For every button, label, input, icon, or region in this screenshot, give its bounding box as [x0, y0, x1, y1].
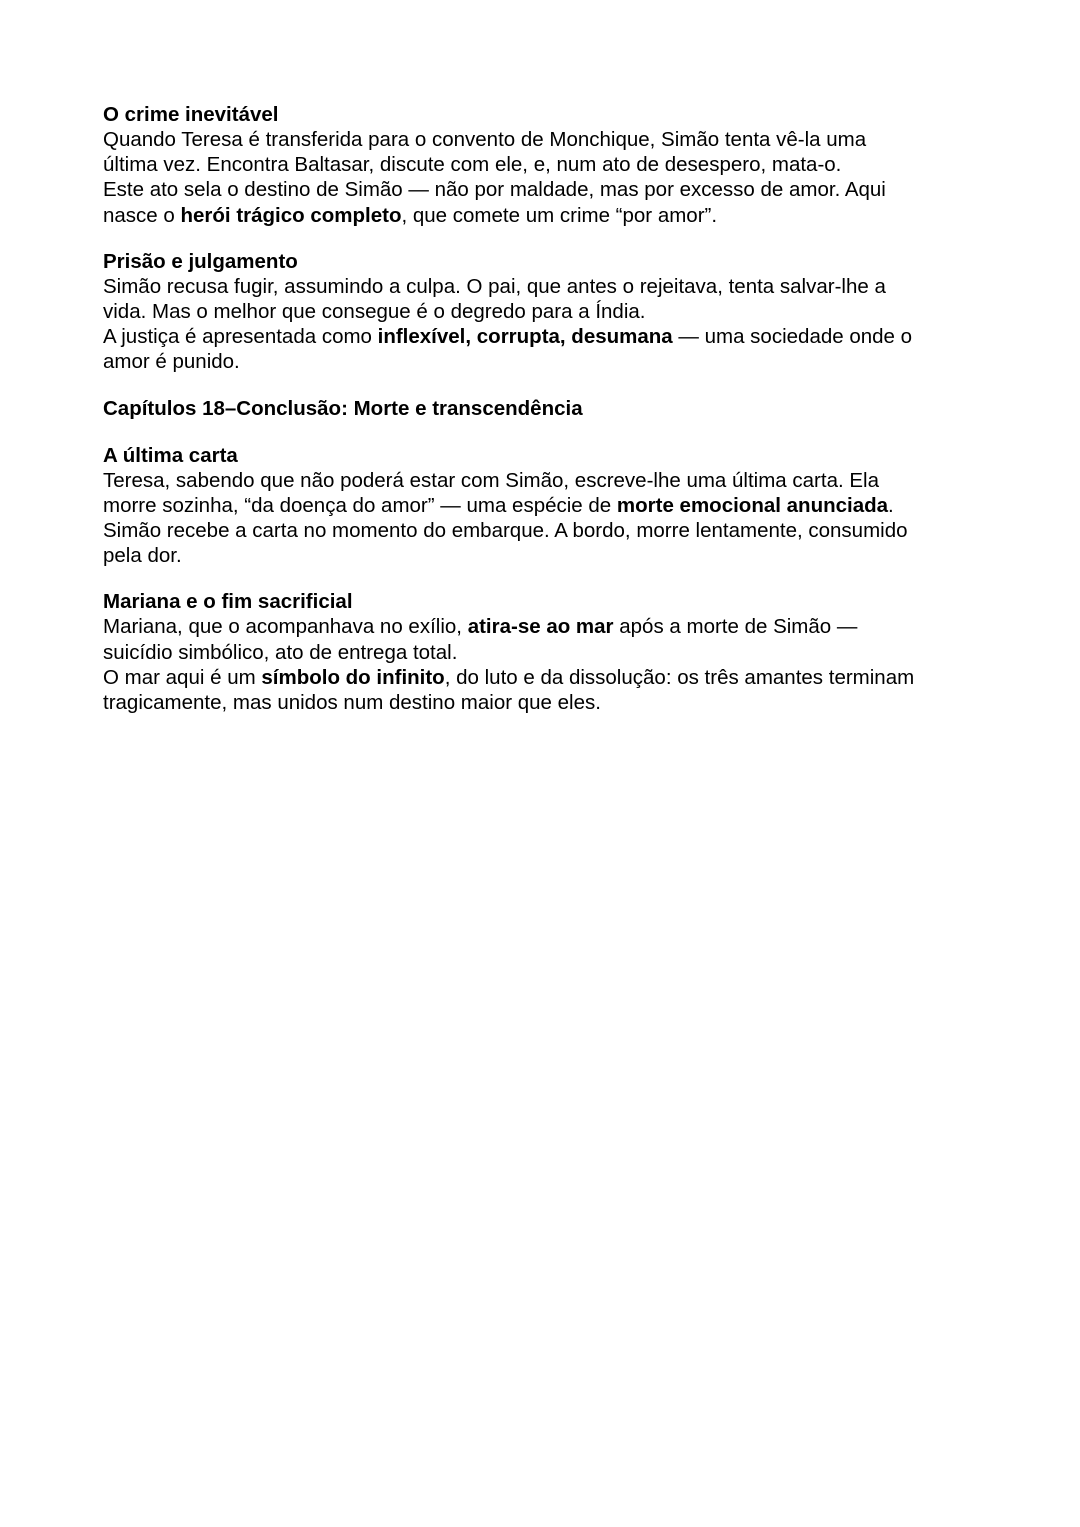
text-run: Simão recebe a carta no momento do embarque. A bordo, morre lentamente, consumido — [103, 519, 908, 543]
text-run: , que comete um crime “por amor”. — [401, 203, 718, 227]
text-line — [103, 127, 983, 152]
text-line — [103, 665, 983, 690]
section-paragraph — [103, 468, 983, 569]
text-run: A justiça é apresentada como — [103, 325, 378, 349]
text-line — [103, 324, 983, 349]
text-run: Simão recusa fugir, assumindo a culpa. O pai, que antes o rejeitava, tenta salvar-lhe a — [103, 274, 886, 298]
text-run: Quando Teresa é transferida para o convento de Monchique, Simão tenta vê-la uma — [103, 128, 867, 151]
bold-text-run: inflexível, corrupta, desumana — [377, 325, 673, 349]
text-line — [103, 349, 983, 374]
text-line — [103, 152, 983, 177]
text-run: Mariana, que o acompanhava no exílio, — [103, 615, 468, 639]
bold-text-run: atira-se ao mar — [467, 615, 614, 639]
text-run: vida. Mas o melhor que consegue é o degredo para a Índia. — [103, 300, 646, 324]
text-run: amor é punido. — [103, 350, 240, 374]
text-line — [103, 543, 983, 568]
text-run: Este ato sela o destino de Simão — não por maldade, mas por excesso de amor. Aqui — [103, 178, 886, 202]
text-line — [103, 493, 983, 518]
text-run: última vez. Encontra Baltasar, discute com ele, e, num ato de desespero, mata-o. — [103, 153, 842, 177]
text-run: — uma sociedade onde o — [672, 325, 913, 349]
section-paragraph — [103, 127, 983, 228]
section-heading: Prisão e julgamento — [103, 249, 298, 273]
text-run: nasce o — [103, 203, 181, 227]
text-run: pela dor. — [103, 544, 182, 568]
text-run: , do luto e da dissolução: os três amantes terminam — [444, 665, 915, 689]
bold-text-run: morte emocional anunciada — [616, 493, 889, 517]
text-run: O mar aqui é um — [103, 665, 262, 689]
text-line — [103, 468, 983, 493]
chapter-heading: Capítulos 18–Conclusão: Morte e transcendência — [103, 396, 583, 420]
text-line — [103, 203, 983, 228]
text-run: tragicamente, mas unidos num destino maior que eles. — [103, 691, 601, 715]
text-line — [103, 640, 983, 665]
text-line — [103, 690, 983, 715]
text-line — [103, 274, 983, 299]
text-run: suicídio simbólico, ato de entrega total. — [103, 640, 458, 664]
text-run: após a morte de Simão — — [613, 615, 858, 639]
text-line — [103, 177, 983, 202]
section-paragraph — [103, 274, 983, 375]
text-run: . — [888, 493, 894, 517]
text-line — [103, 299, 983, 324]
bold-text-run: herói trágico completo — [180, 203, 402, 227]
document-page — [103, 102, 983, 715]
section-heading: A última carta — [103, 443, 238, 467]
section-heading: O crime inevitável — [103, 103, 279, 126]
text-line — [103, 518, 983, 543]
bold-text-run: símbolo do infinito — [261, 665, 445, 689]
section-heading: Mariana e o fim sacrificial — [103, 590, 353, 614]
text-run: Teresa, sabendo que não poderá estar com Simão, escreve-lhe uma última carta. Ela — [103, 468, 879, 492]
text-run: morre sozinha, “da doença do amor” — uma espécie de — [103, 493, 617, 517]
text-line — [103, 614, 983, 639]
section-paragraph — [103, 614, 983, 715]
